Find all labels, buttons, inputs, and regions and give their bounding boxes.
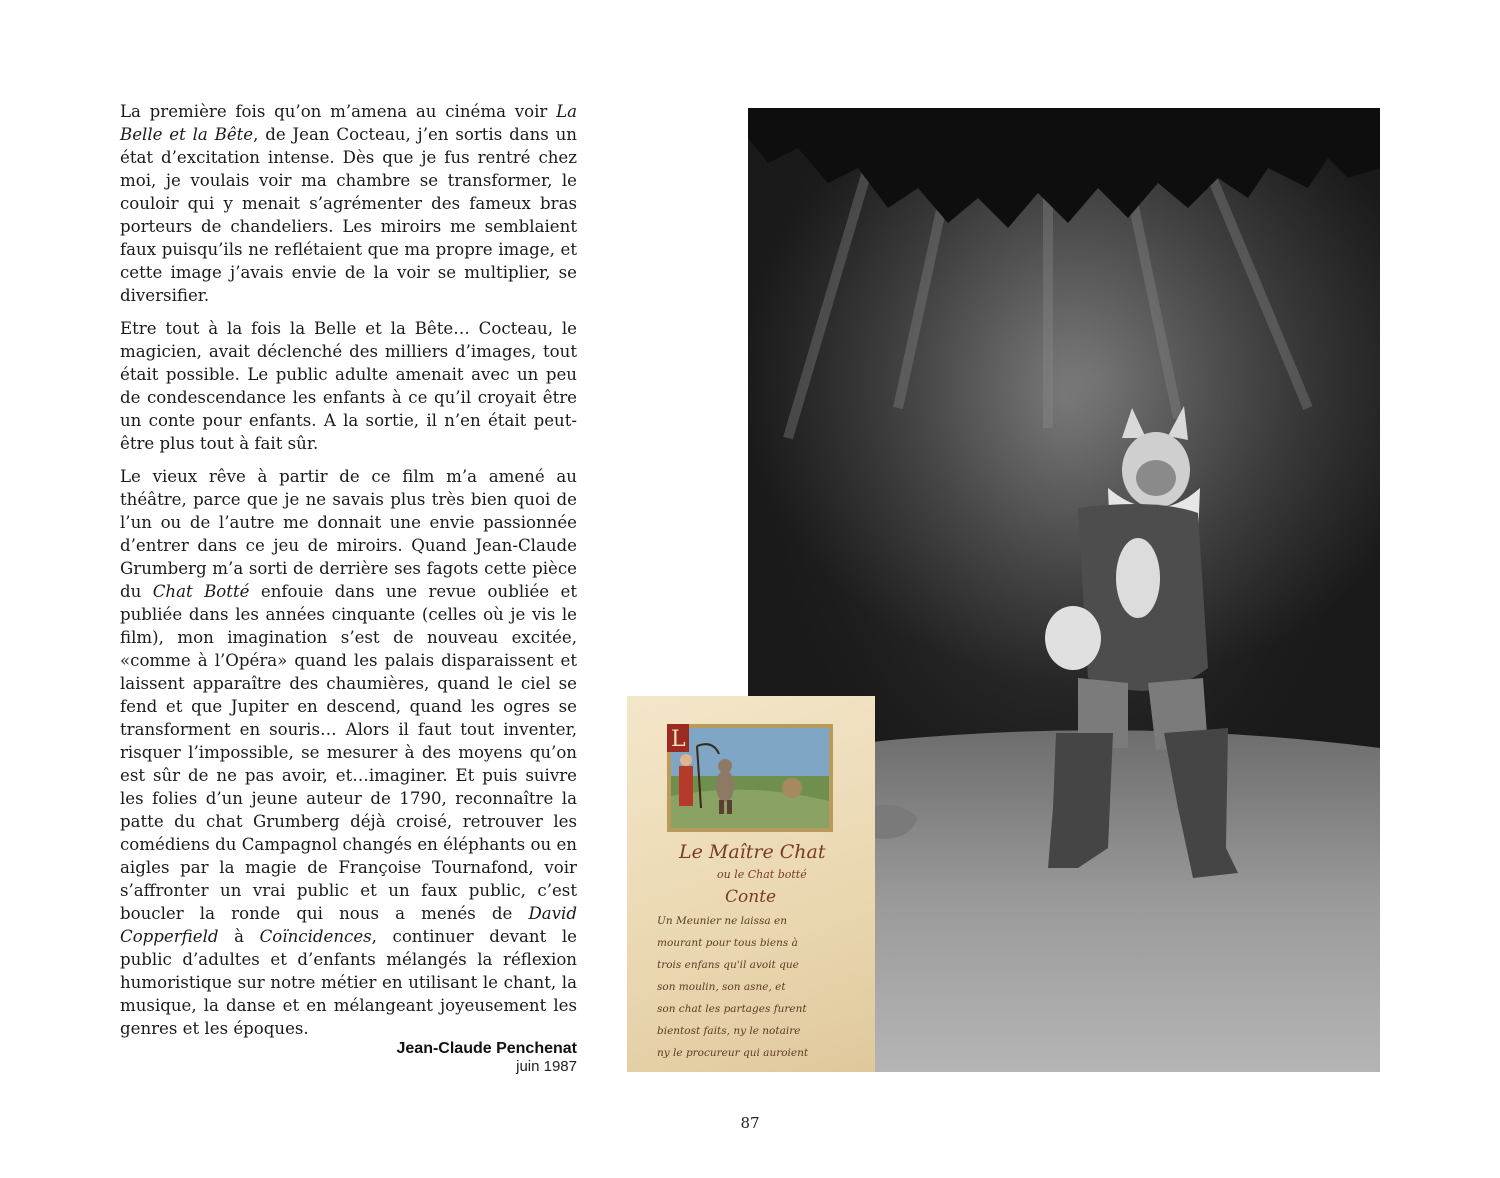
italic-title: David Copperfield	[120, 904, 577, 946]
italic-title: Coïncidences	[259, 927, 372, 946]
svg-text:bientost faits, ny le notaire: bientost faits, ny le notaire	[657, 1025, 801, 1037]
text-segment: Le vieux rêve à partir de ce film m’a amené au théâtre, parce que je ne savais plus très bien quoi de l’un ou de l’autre me donnait une envie passionnée d’entrer dans ce jeu de miroirs. Quand Jean-Claude Grumberg m’a sorti de derrière ses fagots cette pièce du	[120, 467, 577, 601]
paragraph	[120, 465, 577, 1040]
svg-text:Un Meunier ne laissa en: Un Meunier ne laissa en	[657, 915, 788, 927]
svg-text:son moulin, son asne, et: son moulin, son asne, et	[657, 981, 786, 993]
text-segment: Etre tout à la fois la Belle et la Bête… Cocteau, le magicien, avait déclenché des milliers d’images, tout était possible. Le public adulte amenait avec un peu de condescendance les enfants à ce qu’il croyait être un conte pour enfants. A la sortie, il n’en était peut-être plus tout à fait sûr.	[120, 319, 577, 453]
text-segment: , de Jean Cocteau, j’en sortis dans un état d’excitation intense. Dès que je fus rentré chez moi, je voulais voir ma chambre se transformer, le couloir qui y menait s’agrémenter des fameux bras porteurs de chandeliers. Les miroirs me semblaient faux puisqu’ils ne reflétaient que ma propre image, et cette image j’avais envie de la voir se multiplier, se diversifier.	[120, 125, 577, 305]
manuscript-page	[627, 696, 875, 1072]
text-segment: La première fois qu’on m’amena au cinéma voir	[120, 102, 557, 121]
svg-text:ny le procureur qui auroient: ny le procureur qui auroient	[657, 1047, 809, 1059]
text-segment: à	[218, 927, 260, 946]
signature-date: juin 1987	[516, 1058, 577, 1075]
signature-block	[300, 1040, 577, 1076]
svg-text:trois enfans qu'il avoit que: trois enfans qu'il avoit que	[657, 959, 799, 971]
manuscript-image	[627, 696, 875, 1072]
article-text	[120, 100, 577, 1050]
page-number: 87	[740, 1114, 760, 1132]
author-name: Jean-Claude Penchenat	[396, 1040, 577, 1057]
svg-text:Conte: Conte	[725, 887, 777, 907]
italic-title: La Belle et la Bête	[120, 102, 577, 144]
svg-text:mourant pour tous biens à: mourant pour tous biens à	[657, 937, 798, 949]
svg-text:L: L	[671, 727, 686, 752]
paragraph	[120, 100, 577, 307]
text-segment: , continuer devant le public d’adultes et d’enfants mélangés la réflexion humoristique sur notre métier en utilisant le chant, la musique, la danse et en mélangeant joyeusement les genres et les époques.	[120, 927, 577, 1038]
svg-text:ou le Chat botté: ou le Chat botté	[717, 868, 807, 881]
italic-title: Chat Botté	[152, 582, 250, 601]
svg-text:Le Maître Chat: Le Maître Chat	[679, 841, 826, 863]
paragraph	[120, 317, 577, 455]
text-segment: enfouie dans une revue oubliée et publiée dans les années cinquante (celles où je vis le film), mon imagination s’est de nouveau excitée, «comme à l’Opéra» quand les palais disparaissent et laissent apparaître des chaumières, quand le ciel se fend et que Jupiter en descend, quand les ogres se transforment en souris… Alors il faut tout inventer, risquer l’impossible, se mesurer à des moyens qu’on est sûr de ne pas avoir, et…imaginer. Et puis suivre les folies d’un jeune auteur de 1790, reconnaître la patte du chat Grumberg déjà croisé, retrouver les comédiens du Campagnol changés en éléphants ou en aigles par la magie de Françoise Tournafond, voir s’affronter un vrai public et un faux public, c’est boucler la ronde qui nous a menés de	[120, 582, 577, 923]
svg-text:son chat les partages furent: son chat les partages furent	[657, 1003, 807, 1015]
